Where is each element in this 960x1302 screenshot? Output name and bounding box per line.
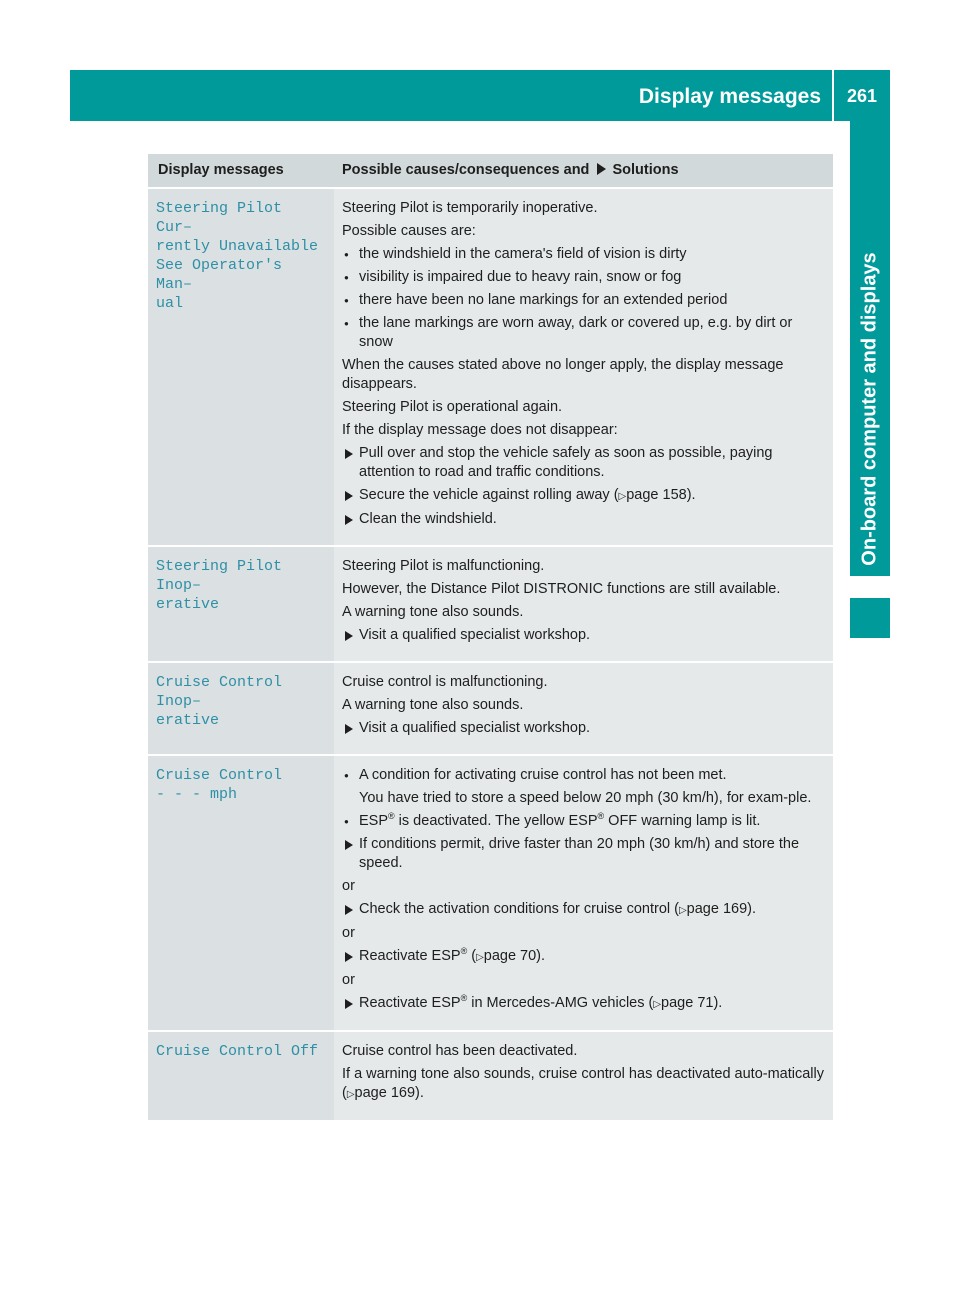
action-step bbox=[342, 947, 827, 967]
causes-cell bbox=[334, 662, 833, 755]
step-text: ( bbox=[467, 948, 477, 964]
paragraph: However, the Distance Pilot DISTRONIC functions are still available. bbox=[342, 581, 781, 597]
paragraph: Steering Pilot is operational again. bbox=[342, 399, 563, 415]
action-step: Visit a qualified specialist workshop. bbox=[342, 626, 827, 645]
bullet-item: ● A condition for activating cruise control has not been met. bbox=[342, 766, 827, 785]
paragraph: Cruise control has been deactivated. bbox=[342, 1043, 578, 1059]
page-reference-icon bbox=[476, 948, 484, 964]
display-message-text: Steering Pilot Inop– erative bbox=[156, 558, 283, 613]
column-header-causes bbox=[334, 154, 833, 188]
column-header-solutions-text: Solutions bbox=[612, 162, 679, 178]
page-reference[interactable]: page 70). bbox=[483, 948, 546, 964]
display-messages-table bbox=[148, 154, 833, 1122]
paragraph: If the display message does not disappear: bbox=[342, 422, 618, 438]
paragraph: When the causes stated above no longer apply, the display message disappears. bbox=[342, 357, 784, 392]
arrow-right-icon bbox=[597, 163, 606, 175]
paragraph: Steering Pilot is temporarily inoperative. bbox=[342, 200, 598, 216]
bullet-item: ● the windshield in the camera's field of vision is dirty bbox=[342, 245, 827, 264]
step-text: Reactivate ESP bbox=[359, 948, 461, 964]
step-text: Reactivate ESP bbox=[359, 995, 461, 1011]
or-separator: or bbox=[342, 972, 355, 988]
paragraph: Steering Pilot is malfunctioning. bbox=[342, 558, 545, 574]
bullet-note: You have tried to store a speed below 20 mph (30 km/h), for exam-ple. bbox=[359, 790, 812, 806]
paragraph: A warning tone also sounds. bbox=[342, 604, 524, 620]
action-step: Pull over and stop the vehicle safely as soon as possible, paying attention to road and traffic conditions. bbox=[342, 444, 827, 482]
display-message-text: Steering Pilot Cur– rently Unavailable See Operator's Man– ual bbox=[156, 200, 319, 312]
paragraph: Possible causes are: bbox=[342, 223, 476, 239]
action-step: Visit a qualified specialist workshop. bbox=[342, 719, 827, 738]
page-header bbox=[70, 70, 890, 121]
chapter-tab-marker bbox=[850, 598, 890, 638]
causes-cell bbox=[334, 755, 833, 1031]
table-row bbox=[148, 755, 833, 1031]
page-reference-icon bbox=[653, 995, 661, 1011]
causes-cell bbox=[334, 1031, 833, 1121]
action-step bbox=[342, 994, 827, 1014]
message-cell bbox=[148, 755, 334, 1031]
page-reference-icon bbox=[347, 1085, 355, 1101]
paragraph bbox=[342, 1065, 827, 1104]
or-separator: or bbox=[342, 925, 355, 941]
action-step bbox=[342, 486, 827, 506]
table-header-row bbox=[148, 154, 833, 188]
or-separator: or bbox=[342, 878, 355, 894]
table-row bbox=[148, 662, 833, 755]
esp-text: ESP bbox=[359, 813, 389, 829]
action-step: If conditions permit, drive faster than 20 mph (30 km/h) and store the speed. bbox=[342, 835, 827, 873]
paragraph: A warning tone also sounds. bbox=[342, 697, 524, 713]
bullet-item: ● there have been no lane markings for an extended period bbox=[342, 291, 827, 310]
bullet-item bbox=[342, 812, 827, 831]
causes-cell bbox=[334, 188, 833, 546]
causes-cell bbox=[334, 546, 833, 662]
action-step bbox=[342, 900, 827, 920]
bullet-item: ● the lane markings are worn away, dark or covered up, e.g. by dirt or snow bbox=[342, 314, 827, 352]
registered-mark: ® bbox=[388, 811, 395, 822]
bullet-text: OFF warning lamp is lit. bbox=[604, 813, 761, 829]
table-row bbox=[148, 1031, 833, 1121]
page-reference[interactable]: page 169). bbox=[686, 901, 757, 917]
registered-mark: ® bbox=[460, 993, 468, 1004]
section-title: Display messages bbox=[638, 85, 821, 108]
registered-mark: ® bbox=[597, 811, 605, 822]
table-row bbox=[148, 188, 833, 546]
page-reference[interactable]: page 71). bbox=[661, 995, 723, 1011]
bullet-item: ● visibility is impaired due to heavy rain, snow or fog bbox=[342, 268, 827, 287]
step-text: in Mercedes-AMG vehicles ( bbox=[467, 995, 654, 1011]
display-message-text: Cruise Control - - - mph bbox=[156, 767, 283, 803]
chapter-tab-label: On-board computer and displays bbox=[858, 252, 881, 566]
message-cell bbox=[148, 1031, 334, 1121]
registered-mark: ® bbox=[460, 946, 468, 957]
action-step: Clean the windshield. bbox=[342, 510, 827, 529]
message-cell bbox=[148, 662, 334, 755]
column-header-causes-text: Possible causes/consequences and bbox=[342, 162, 590, 178]
paragraph-text: If a warning tone also sounds, cruise control has deactivated auto-matically ( bbox=[342, 1066, 824, 1101]
column-header-messages: Display messages bbox=[148, 154, 334, 188]
page-reference[interactable]: page 158). bbox=[626, 487, 696, 503]
message-cell bbox=[148, 546, 334, 662]
table-row bbox=[148, 546, 833, 662]
message-cell bbox=[148, 188, 334, 546]
display-message-text: Cruise Control Off bbox=[156, 1043, 319, 1060]
page-number: 261 bbox=[846, 86, 878, 106]
bullet-text: is deactivated. The yellow ESP bbox=[394, 813, 598, 829]
paragraph: Cruise control is malfunctioning. bbox=[342, 674, 548, 690]
step-text: Check the activation conditions for cruise control ( bbox=[359, 901, 679, 917]
page-reference-icon bbox=[679, 901, 687, 917]
page-reference[interactable]: page 169). bbox=[354, 1085, 424, 1101]
display-message-text: Cruise Control Inop– erative bbox=[156, 674, 283, 729]
step-text: Secure the vehicle against rolling away ( bbox=[359, 487, 619, 503]
